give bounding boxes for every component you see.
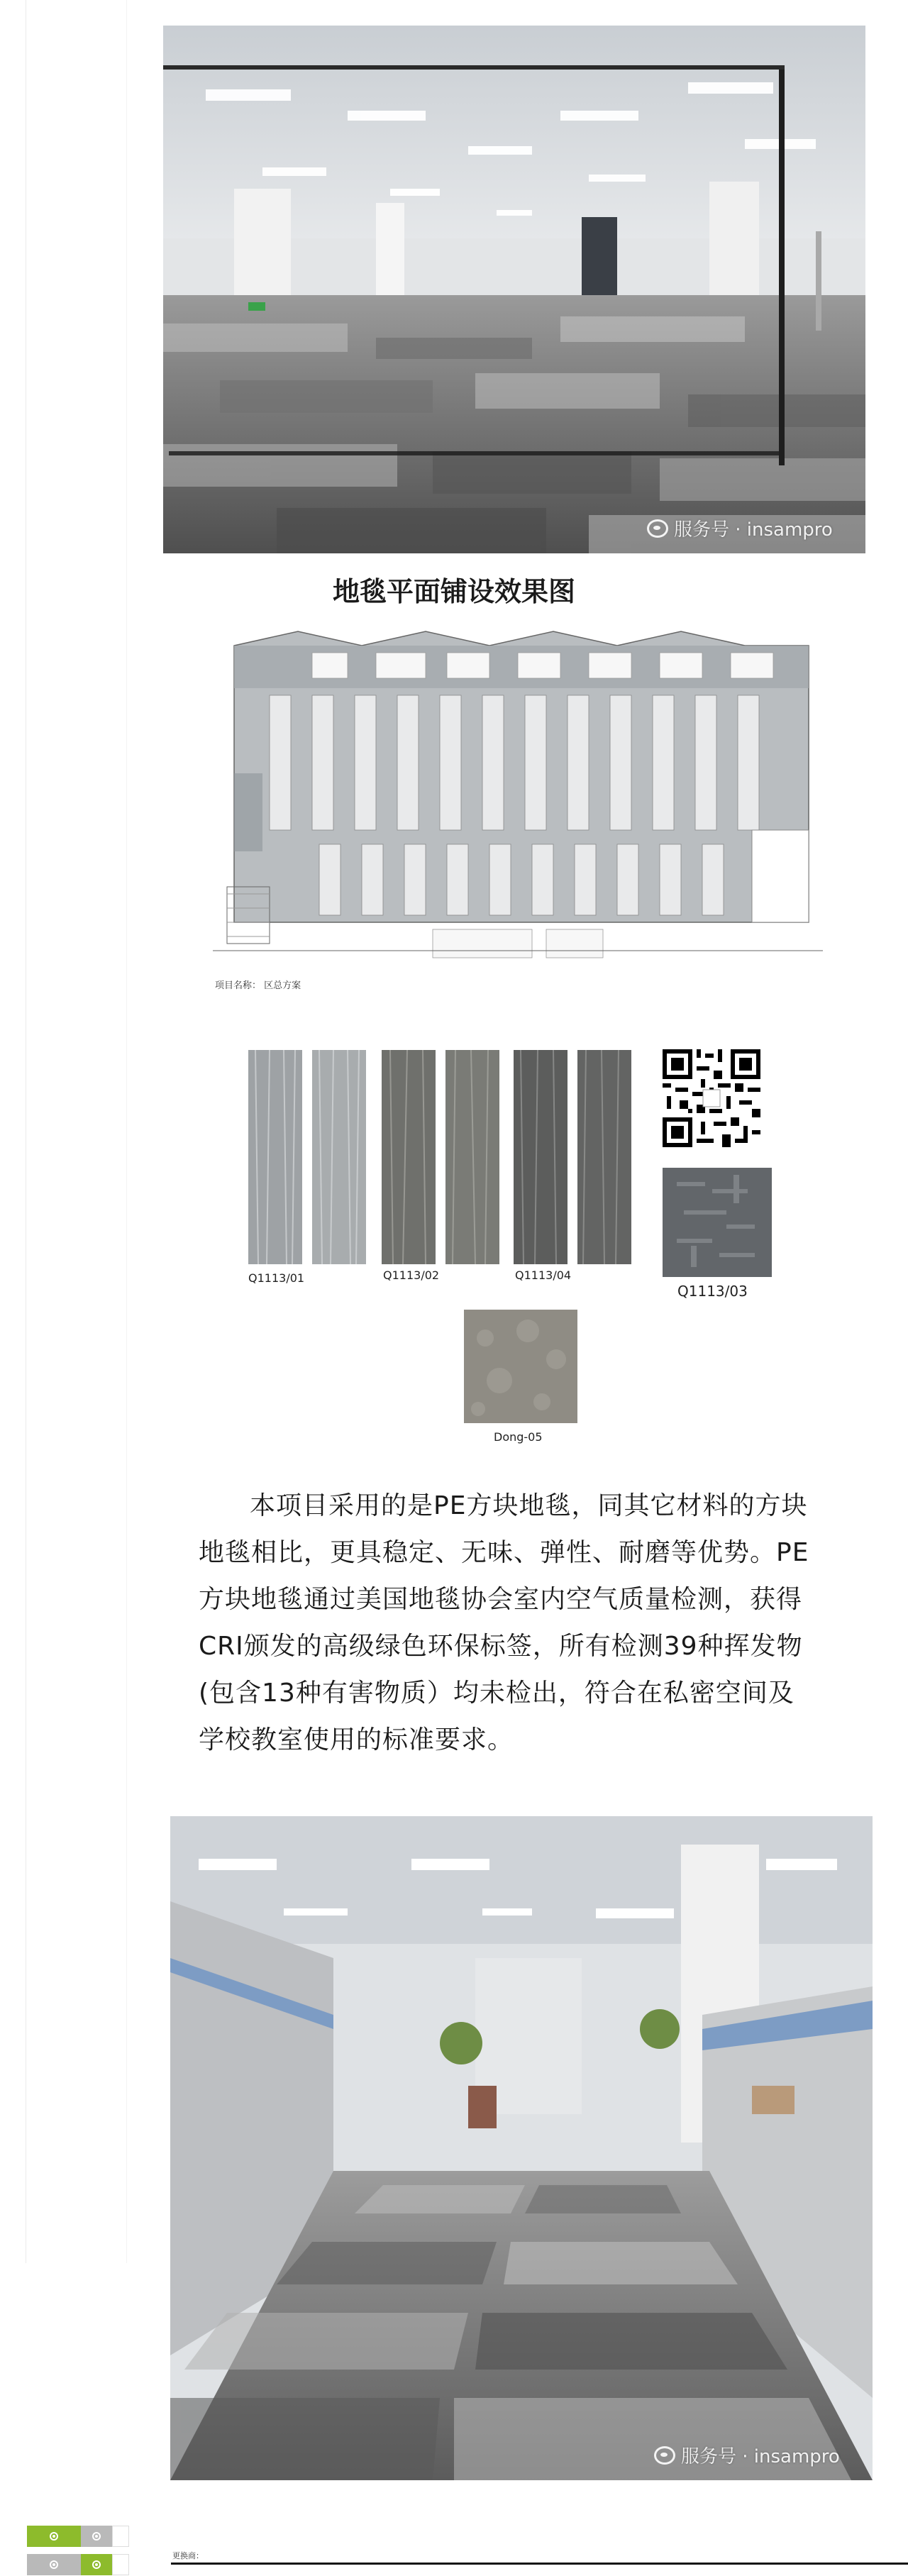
- sample-swatch: [514, 1050, 631, 1264]
- footer-divider: [171, 2563, 908, 2565]
- qr-code: [663, 1049, 760, 1147]
- sample-swatch: [248, 1050, 366, 1264]
- office-corridor-photo: [170, 1816, 873, 2480]
- sample-swatch: [663, 1168, 772, 1277]
- article-paragraph: 本项目采用的是PE方块地毯，同其它材料的方块地毯相比，更具稳定、无味、弹性、耐磨等优势。PE方块地毯通过美国地毯协会室内空气质量检测，获得CRI颁发的高级绿色环保标签，所有检测39种挥发物(包含13种有害物质）均未检出，符合在私密空间及学校教室使用的标准要求。: [199, 1491, 809, 1754]
- office-corridor-illustration: [170, 1816, 873, 2480]
- content-border: [126, 0, 127, 2263]
- sample-swatch: [382, 1050, 499, 1264]
- option-3-button[interactable]: [112, 2526, 129, 2547]
- floor-plan-drawing: [206, 617, 830, 1000]
- radio-icon: [92, 2560, 101, 2569]
- option-6-button[interactable]: [112, 2554, 129, 2575]
- plan-project-note: 项目名称： 区总方案: [215, 980, 301, 991]
- option-2-button[interactable]: [81, 2526, 112, 2547]
- sample-label-q1113-02: Q1113/02: [383, 1268, 440, 1282]
- office-glass-room-illustration: [163, 26, 865, 553]
- option-5-selected-button[interactable]: [81, 2554, 112, 2575]
- wechat-icon: [654, 2446, 675, 2465]
- watermark-text-2: 服务号 · insampro: [681, 2446, 840, 2467]
- office-glass-room-photo: [163, 26, 865, 553]
- carpet-sample-q1113-03: [663, 1168, 772, 1280]
- watermark-text: 服务号 · insampro: [674, 519, 833, 541]
- radio-icon: [50, 2532, 58, 2541]
- sample-label-dong-05: Dong-05: [494, 1430, 543, 1444]
- option-4-button[interactable]: [27, 2554, 81, 2575]
- sample-label-q1113-01: Q1113/01: [248, 1271, 305, 1285]
- sample-label-q1113-03: Q1113/03: [677, 1283, 748, 1300]
- watermark-2: [654, 2442, 840, 2468]
- radio-icon: [92, 2532, 101, 2541]
- radio-icon: [50, 2560, 58, 2569]
- qr-code-graphic: [663, 1049, 760, 1147]
- figure-caption: 地毯平面铺设效果图: [332, 576, 575, 607]
- sample-label-q1113-04: Q1113/04: [515, 1268, 572, 1282]
- option-1-selected-button[interactable]: [27, 2526, 81, 2547]
- carpet-sample-q1113-02: [382, 1050, 499, 1267]
- footer-label: 更换商：: [172, 2551, 204, 2560]
- sample-swatch: [464, 1310, 577, 1423]
- carpet-sample-dong-05: [464, 1310, 577, 1426]
- carpet-sample-q1113-01: [248, 1050, 366, 1267]
- carpet-sample-q1113-04: [514, 1050, 631, 1267]
- wechat-icon: [647, 519, 668, 538]
- floor-plan-illustration: [206, 617, 830, 1000]
- watermark: [647, 515, 833, 541]
